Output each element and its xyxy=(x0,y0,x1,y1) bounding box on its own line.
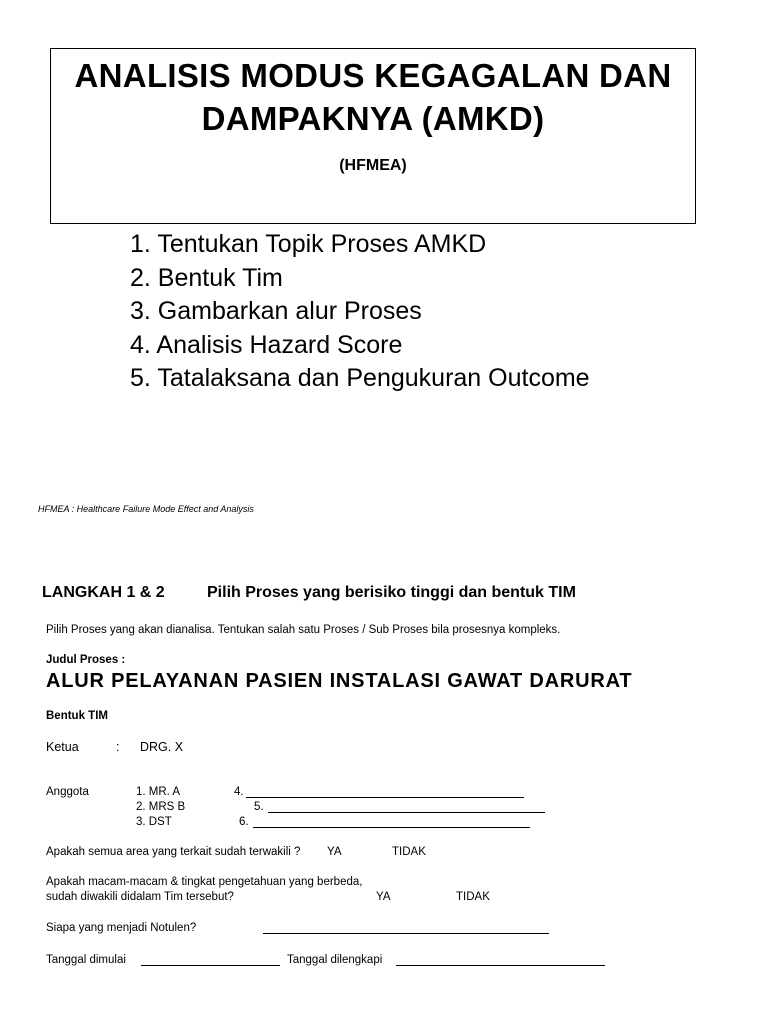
ketua-value: DRG. X xyxy=(140,740,184,754)
tanggal-dimulai-label: Tanggal dimulai xyxy=(46,954,126,966)
question-notulen: Siapa yang menjadi Notulen? xyxy=(46,922,197,934)
langkah-label: LANGKAH 1 & 2 xyxy=(42,584,165,601)
footnote: HFMEA : Healthcare Failure Mode Effect and Analysis xyxy=(38,504,254,514)
step-item: 3. Gambarkan alur Proses xyxy=(130,297,422,325)
notulen-blank-line[interactable] xyxy=(263,933,549,934)
bentuk-tim-heading: Bentuk TIM xyxy=(46,710,108,722)
step-item: 4. Analisis Hazard Score xyxy=(130,330,403,359)
q2-tidak-option[interactable]: TIDAK xyxy=(456,891,490,903)
blank-member-number: 5. xyxy=(254,801,264,813)
anggota-label: Anggota xyxy=(46,786,89,798)
question-knowledge-line2: sudah diwakili didalam Tim tersebut? xyxy=(46,891,234,903)
subtitle: (HFMEA) xyxy=(339,157,407,174)
step-item: 1. Tentukan Topik Proses AMKD xyxy=(130,230,487,258)
title-box xyxy=(50,48,696,224)
blank-member-line[interactable] xyxy=(253,827,530,828)
member-item: 1. MR. A xyxy=(136,786,181,798)
tanggal-dilengkapi-label: Tanggal dilengkapi xyxy=(287,954,383,966)
step-item: 5. Tatalaksana dan Pengukuran Outcome xyxy=(130,364,590,392)
ketua-label: Ketua xyxy=(46,740,79,754)
blank-member-number: 4. xyxy=(234,786,244,798)
blank-member-line[interactable] xyxy=(268,812,545,813)
q1-ya-option[interactable]: YA xyxy=(327,846,342,858)
judul-label: Judul Proses : xyxy=(46,654,126,666)
judul-value: ALUR PELAYANAN PASIEN INSTALASI GAWAT DARURAT xyxy=(46,670,633,692)
blank-member-line[interactable] xyxy=(246,797,524,798)
member-item: 2. MRS B xyxy=(136,801,186,813)
blank-member-number: 6. xyxy=(239,816,249,828)
title-line-2: DAMPAKNYA (AMKD) xyxy=(201,100,545,137)
q1-tidak-option[interactable]: TIDAK xyxy=(392,846,426,858)
tanggal-dilengkapi-line[interactable] xyxy=(396,965,605,966)
question-knowledge-line1: Apakah macam-macam & tingkat pengetahuan yang berbeda, xyxy=(46,876,363,888)
member-item: 3. DST xyxy=(136,816,172,828)
steps-list xyxy=(130,228,590,396)
ketua-colon: : xyxy=(116,740,120,754)
tanggal-dimulai-line[interactable] xyxy=(141,965,280,966)
langkah-text: Pilih Proses yang berisiko tinggi dan bentuk TIM xyxy=(207,584,576,601)
instruction-text: Pilih Proses yang akan dianalisa. Tentukan salah satu Proses / Sub Proses bila prosesnya kompleks. xyxy=(46,624,561,636)
title-line-1: ANALISIS MODUS KEGAGALAN DAN xyxy=(74,57,672,94)
question-area: Apakah semua area yang terkait sudah terwakili ? xyxy=(46,846,301,858)
q2-ya-option[interactable]: YA xyxy=(376,891,391,903)
step-item: 2. Bentuk Tim xyxy=(130,263,283,292)
